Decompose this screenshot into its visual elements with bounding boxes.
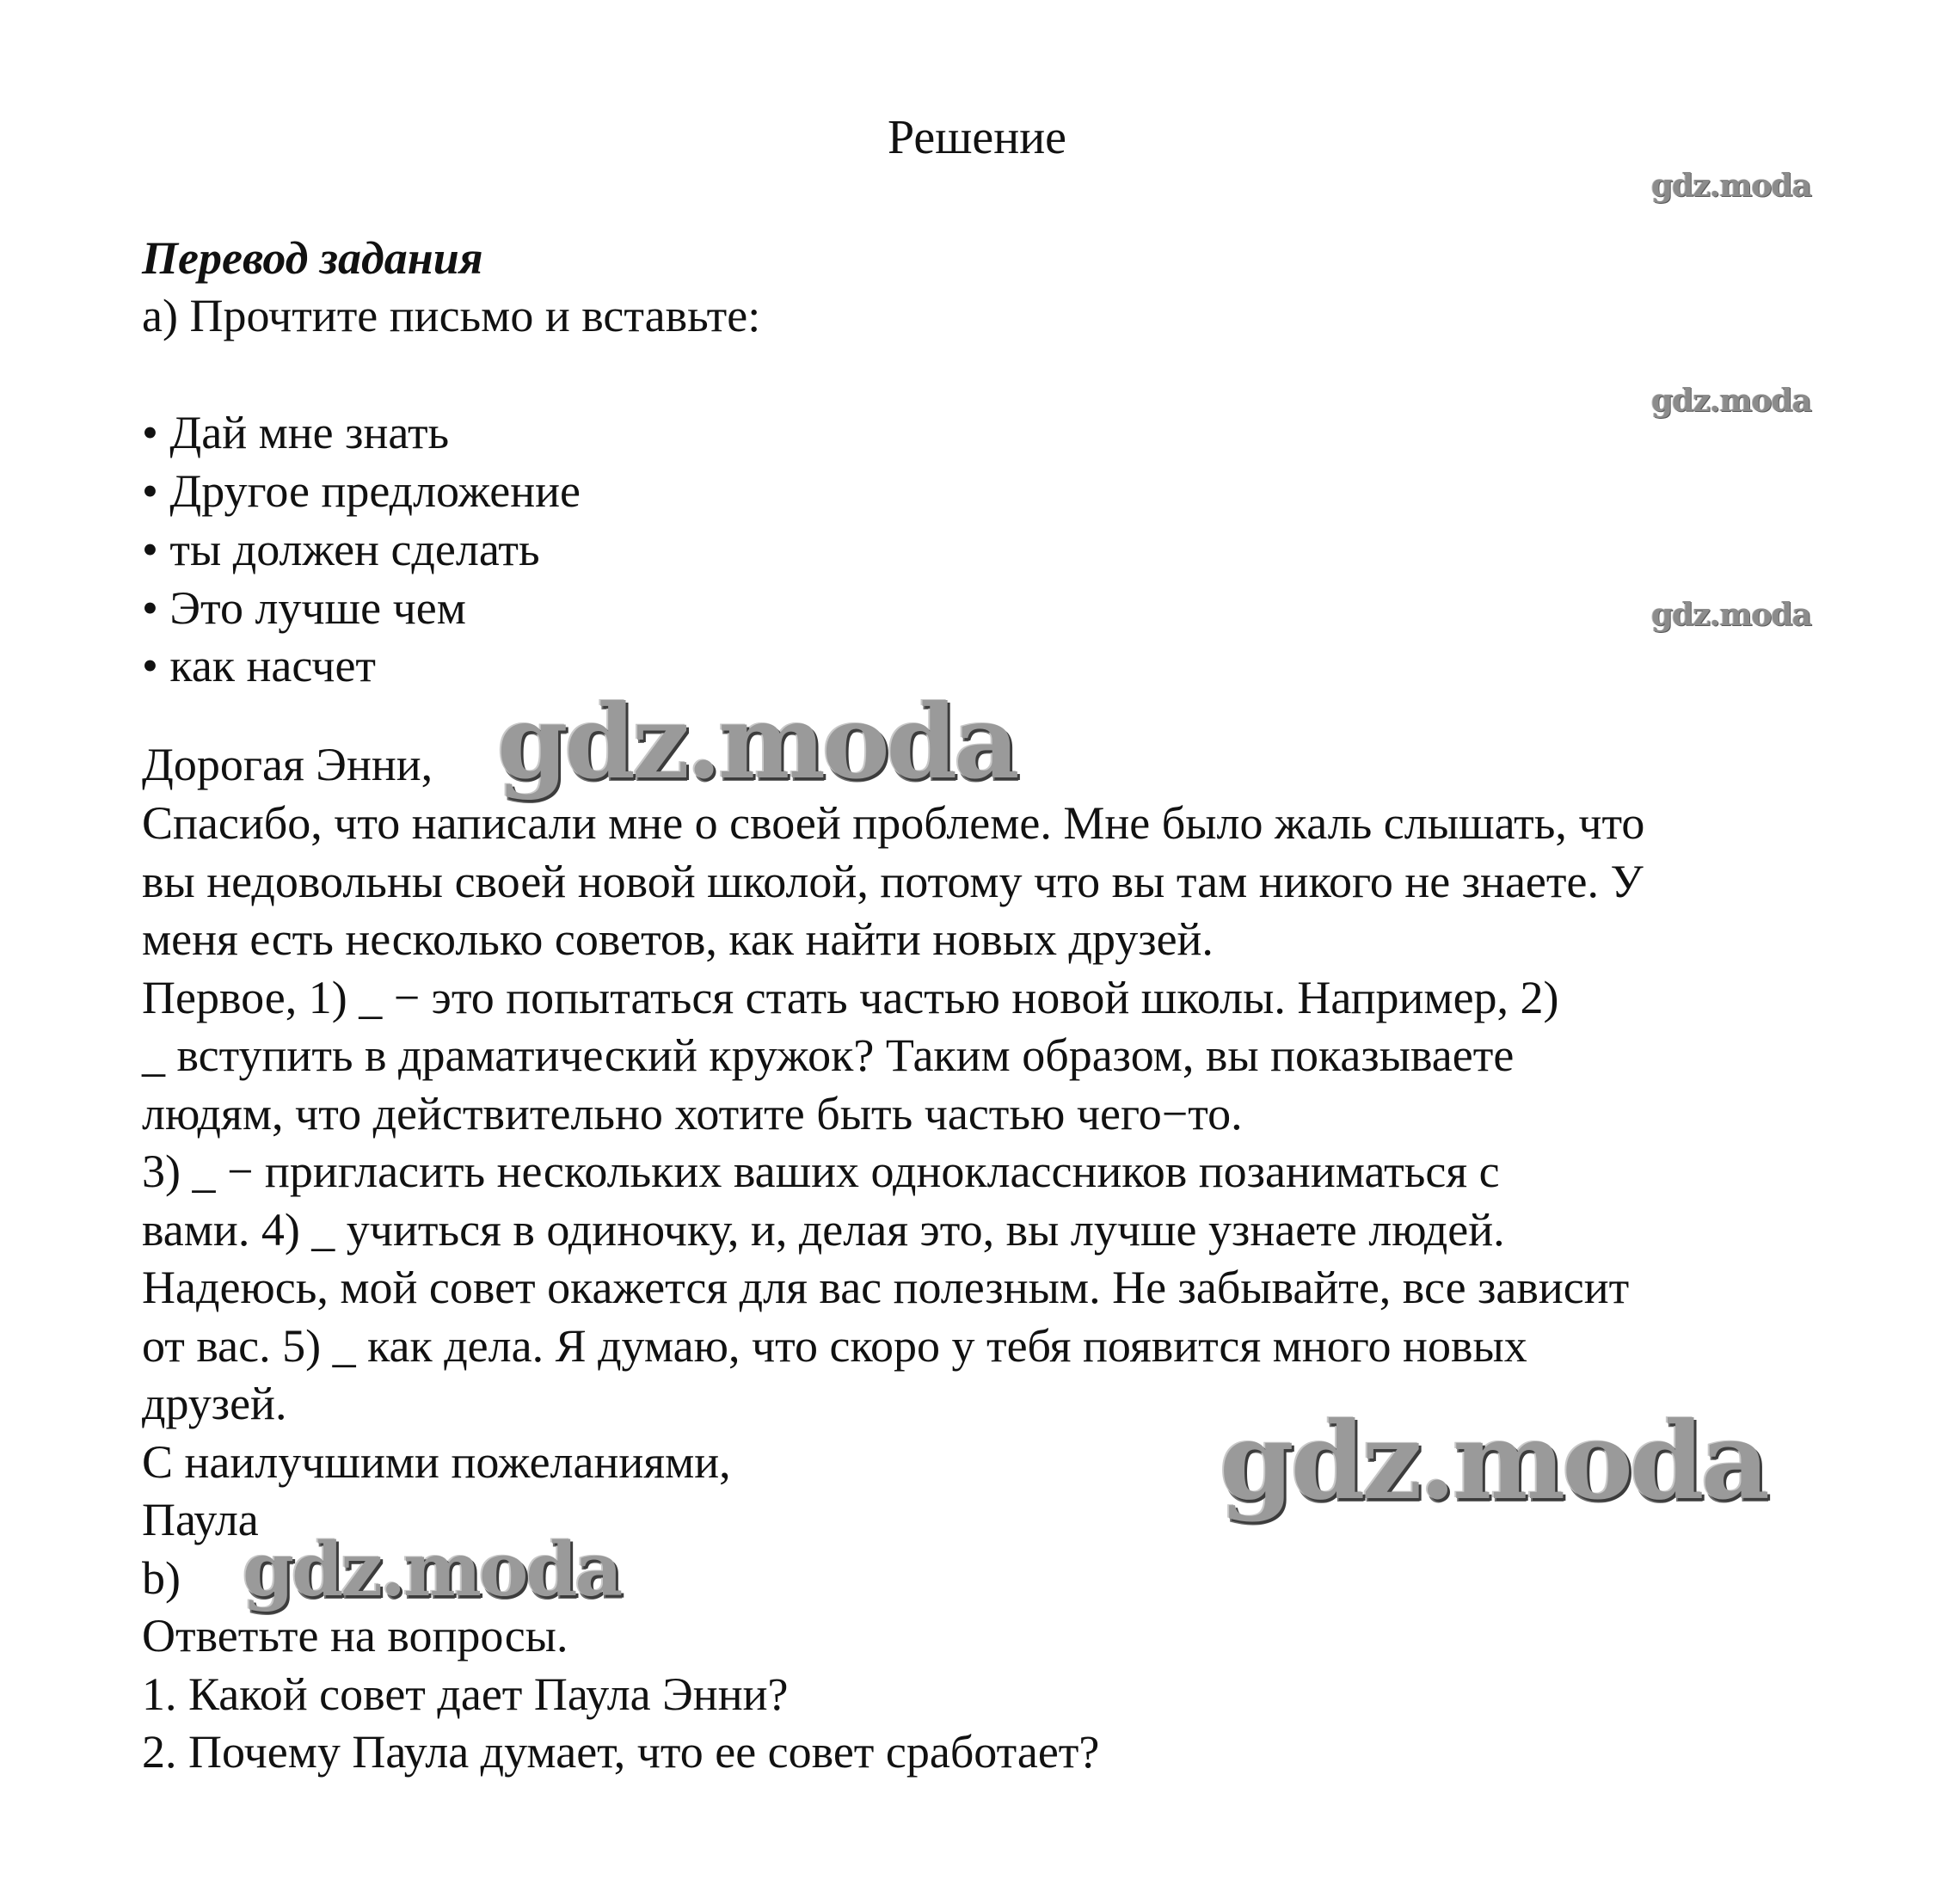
question-item: 2. Почему Паула думает, что ее совет сработает? bbox=[142, 1726, 1100, 1778]
letter-line: вы недовольны своей новой школой, потому что вы там никого не знаете. У bbox=[142, 856, 1644, 907]
watermark-large: gdz.moda bbox=[243, 1526, 621, 1613]
task-b-label: b) bbox=[142, 1552, 181, 1604]
letter-line: меня есть несколько советов, как найти новых друзей. bbox=[142, 913, 1214, 965]
page-title: Решение bbox=[887, 111, 1067, 164]
watermark-small: gdz.moda bbox=[1651, 383, 1811, 419]
watermark-large: gdz.moda bbox=[1220, 1399, 1767, 1524]
letter-closing: С наилучшими пожеланиями, bbox=[142, 1436, 731, 1488]
letter-line: Первое, 1) _ − это попытаться стать частью новой школы. Например, 2) bbox=[142, 972, 1559, 1023]
letter-line: от вас. 5) _ как дела. Я думаю, что скоро у тебя появится много новых bbox=[142, 1320, 1527, 1372]
section-heading: Перевод задания bbox=[142, 232, 483, 284]
question-item: 1. Какой совет дает Паула Энни? bbox=[142, 1668, 789, 1720]
watermark-large: gdz.moda bbox=[497, 682, 1017, 802]
option-item: • Дай мне знать bbox=[142, 407, 450, 458]
letter-line: людям, что действительно хотите быть частью чего−то. bbox=[142, 1088, 1243, 1139]
option-item: • Это лучше чем bbox=[142, 582, 466, 634]
letter-line: Надеюсь, мой совет окажется для вас полезным. Не забывайте, все зависит bbox=[142, 1262, 1630, 1313]
letter-line: друзей. bbox=[142, 1378, 287, 1429]
letter-signature: Паула bbox=[142, 1494, 259, 1545]
task-b-instruction: Ответьте на вопросы. bbox=[142, 1610, 568, 1661]
letter-line: 3) _ − пригласить нескольких ваших одноклассников позаниматься с bbox=[142, 1145, 1500, 1197]
watermark-small: gdz.moda bbox=[1651, 168, 1811, 204]
letter-line: вами. 4) _ учиться в одиночку, и, делая это, вы лучше узнаете людей. bbox=[142, 1204, 1505, 1256]
option-item: • Другое предложение bbox=[142, 465, 581, 517]
letter-line: _ вступить в драматический кружок? Таким образом, вы показываете bbox=[142, 1029, 1515, 1081]
watermark-small: gdz.moda bbox=[1651, 597, 1811, 633]
option-item: • ты должен сделать bbox=[142, 524, 540, 575]
letter-line: Спасибо, что написали мне о своей проблеме. Мне было жаль слышать, что bbox=[142, 797, 1645, 849]
letter-greeting: Дорогая Энни, bbox=[142, 739, 433, 790]
option-item: • как насчет bbox=[142, 640, 377, 691]
task-a-instruction: a) Прочтите письмо и вставьте: bbox=[142, 290, 761, 341]
